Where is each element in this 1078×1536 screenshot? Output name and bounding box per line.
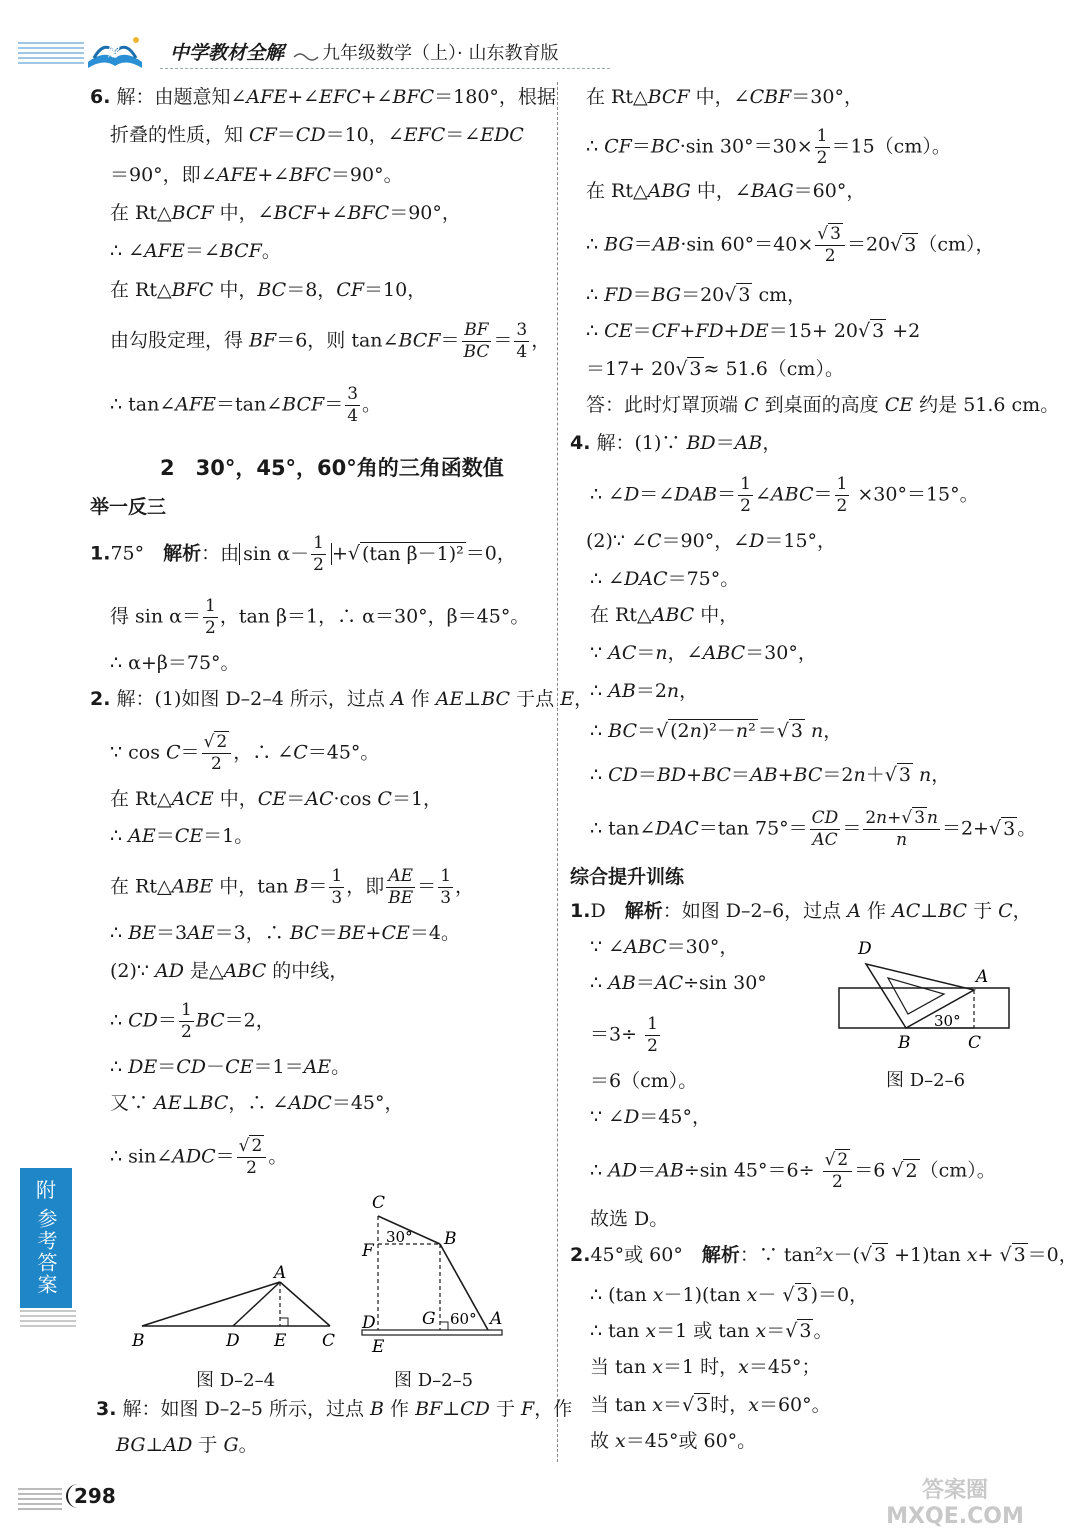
practice-2-line-4: 当 tan x＝1 时，x＝45°； bbox=[590, 1356, 821, 1378]
answer-2-line-3: 在 Rt△ACE 中，CE＝AC·cos C＝1， bbox=[110, 788, 443, 810]
answer-1-line-1: 1.75° 解析：由 sin α－ $\frac{1}{2}$ +√ (tan β－1)² ＝0， bbox=[90, 533, 516, 575]
answer-4-line-7: ∴ AB＝2n， bbox=[590, 680, 699, 702]
answer-3-line-9: ＝17+ 20√ 3 ≈ 51.6（cm）。 bbox=[586, 358, 844, 380]
answer-3-line-6: ∴ BG＝AB·sin 60°＝40× $\frac{√ 3}{2}$ ＝20√ 3 （cm）， bbox=[586, 224, 995, 266]
answer-4-line-10: ∴ tan∠DAC＝tan 75°＝ $\frac{CD}{AC}$ ＝ $\frac{2n+√ 3 n}{n}$ ＝2+√ 3 。 bbox=[590, 808, 1037, 850]
answer-6-line-2: 折叠的性质，知 CF＝CD＝10，∠EFC＝∠EDC bbox=[110, 124, 524, 146]
figure-d-2-5 bbox=[356, 1190, 516, 1356]
side-tab-appendix bbox=[20, 1168, 72, 1308]
fig24-label-a: A bbox=[274, 1263, 287, 1283]
answer-3-line-5: 在 Rt△ABG 中，∠BAG＝60°， bbox=[586, 180, 866, 202]
answer-6-line-1: 6. 解：由题意知∠AFE+∠EFC+∠BFC＝180°，根据 bbox=[90, 86, 556, 108]
fig25-angle-30: 30° bbox=[386, 1228, 413, 1246]
figure-d-2-6 bbox=[836, 934, 1014, 1054]
answer-6-line-8: ∴ tan∠AFE＝tan∠BCF＝ $\frac{3}{4}$ 。 bbox=[110, 384, 382, 426]
side-tab-stripes bbox=[20, 1310, 76, 1330]
fig25-label-g: G bbox=[422, 1309, 436, 1329]
answer-3-line-8: ∴ CE＝CF+FD+DE＝15+ 20√ 3 +2 bbox=[586, 320, 921, 342]
answer-4-line-1: 4. 解：(1)∵ BD＝AB， bbox=[570, 432, 782, 454]
practice-2-line-6: 故 x＝45°或 60°。 bbox=[590, 1430, 757, 1452]
practice-1-line-5: ＝6（cm）。 bbox=[590, 1070, 698, 1092]
answer-6-line-5: ∴ ∠AFE＝∠BCF。 bbox=[110, 240, 281, 262]
header-subtitle: 九年级数学（上）· 山东教育版 bbox=[322, 43, 559, 64]
practice-1-line-6: ∵ ∠D＝45°， bbox=[590, 1106, 711, 1128]
answer-6-line-7: 由勾股定理，得 BF＝6，则 tan∠BCF＝ $\frac{BF}{BC}$ ＝ $\frac{3}{4}$ ， bbox=[110, 320, 551, 362]
fig24-label-b: B bbox=[132, 1331, 145, 1351]
subsection-title-2: 综合提升训练 bbox=[570, 866, 685, 888]
header-title: 中学教材全解 bbox=[170, 42, 285, 64]
answer-3-line-3: 在 Rt△BCF 中，∠CBF＝30°， bbox=[586, 86, 863, 108]
answer-3-line-7: ∴ FD＝BG＝20√ 3 cm， bbox=[586, 284, 807, 306]
answer-1-line-2: 得 sin α＝ $\frac{1}{2}$ ，tan β＝1，∴ α＝30°，β＝45°。 bbox=[110, 596, 530, 638]
answer-4-line-6: ∵ AC＝n，∠ABC＝30°， bbox=[590, 642, 817, 664]
answer-2-line-10: 又∵ AE⊥BC，∴ ∠ADC＝45°， bbox=[110, 1092, 404, 1114]
fig25-label-c: C bbox=[372, 1193, 386, 1213]
book-logo-icon bbox=[84, 32, 146, 72]
answer-4-line-8: ∴ BC＝√ (2n)²－n² ＝√ 3 n， bbox=[590, 720, 843, 742]
answer-3-line-2: BG⊥AD 于 G。 bbox=[116, 1434, 258, 1456]
fig25-label-f: F bbox=[362, 1241, 374, 1261]
answer-4-line-3: (2)∵ ∠C＝90°，∠D＝15°， bbox=[586, 530, 837, 552]
answer-2-line-8: ∴ CD＝ $\frac{1}{2}$ BC＝2， bbox=[110, 1000, 275, 1042]
answer-4-line-9: ∴ CD＝BD+BC＝AB+BC＝2n＋√ 3 n， bbox=[590, 764, 951, 786]
fig26-label-b: B bbox=[898, 1033, 911, 1053]
practice-2-line-2: ∴ (tan x－1)(tan x－ √ 3 )＝0， bbox=[590, 1284, 869, 1306]
header-wave bbox=[294, 46, 318, 56]
answer-2-line-2: ∵ cos C＝ $\frac{√ 2}{2}$ ，∴ ∠C＝45°。 bbox=[110, 732, 380, 774]
answer-6-line-6: 在 Rt△BFC 中，BC＝8，CF＝10， bbox=[110, 279, 427, 301]
practice-1-line-4: ＝3÷ $\frac{1}{2}$ bbox=[590, 1014, 658, 1056]
fig25-label-d: D bbox=[362, 1313, 376, 1333]
watermark: 答案圈 MXQE.COM bbox=[886, 1478, 1024, 1529]
answer-2-line-7: (2)∵ AD 是△ABC 的中线， bbox=[110, 960, 349, 982]
answer-2-line-11: ∴ sin∠ADC＝ $\frac{√ 2}{2}$ 。 bbox=[110, 1136, 288, 1178]
practice-2-line-3: ∴ tan x＝1 或 tan x＝√ 3 。 bbox=[590, 1320, 833, 1342]
answer-3-line-10: 答：此时灯罩顶端 C 到桌面的高度 CE 约是 51.6 cm。 bbox=[586, 394, 1060, 416]
answer-6-line-4: 在 Rt△BCF 中，∠BCF+∠BFC＝90°， bbox=[110, 202, 461, 224]
practice-2-line-1: 2.45°或 60° 解析：∵ tan²x－(√ 3 +1)tan x+ √ 3 ＝0， bbox=[570, 1244, 1078, 1266]
section-title: 2 30°，45°，60°角的三角函数值 bbox=[160, 456, 504, 480]
answer-2-line-1: 2. 解：(1)如图 D–2–4 所示，过点 A 作 AE⊥BC 于点 E， bbox=[90, 688, 594, 710]
fig25-label-e: E bbox=[372, 1337, 385, 1357]
answer-3-line-1: 3. 解：如图 D–2–5 所示，过点 B 作 BF⊥CD 于 F，作 bbox=[96, 1398, 573, 1420]
fig25-angle-60: 60° bbox=[450, 1310, 477, 1328]
practice-1-line-8: 故选 D。 bbox=[590, 1208, 669, 1230]
fig26-label-d: D bbox=[858, 939, 872, 959]
fig26-label-c: C bbox=[968, 1033, 982, 1053]
fig24-label-c: C bbox=[322, 1331, 336, 1351]
practice-1-line-7: ∴ AD＝AB÷sin 45°＝6÷ $\frac{√ 2}{2}$ ＝6 √ 2 （cm）。 bbox=[590, 1150, 996, 1192]
header-rule bbox=[160, 68, 610, 69]
practice-1-line-3: ∴ AB＝AC÷sin 30° bbox=[590, 972, 767, 994]
column-divider bbox=[557, 82, 558, 1462]
side-tab-line-2: 参考答案 bbox=[34, 1208, 58, 1296]
page-number: 298 bbox=[66, 1484, 116, 1508]
side-tab-line-1: 附 bbox=[36, 1178, 56, 1202]
figure-d-2-4-caption: 图 D–2–4 bbox=[196, 1370, 276, 1391]
page-number-stripes bbox=[18, 1488, 62, 1510]
fig25-label-a: A bbox=[490, 1309, 503, 1329]
practice-1-line-2: ∵ ∠ABC＝30°， bbox=[590, 936, 739, 958]
fig25-label-b: B bbox=[444, 1229, 457, 1249]
fig24-label-e: E bbox=[274, 1331, 287, 1351]
answer-4-line-5: 在 Rt△ABC 中， bbox=[590, 604, 739, 626]
figure-d-2-4 bbox=[130, 1262, 350, 1352]
answer-3-line-4: ∴ CF＝BC·sin 30°＝30× $\frac{1}{2}$ ＝15（cm）。 bbox=[586, 126, 951, 168]
figure-d-2-5-caption: 图 D–2–5 bbox=[394, 1370, 474, 1391]
answer-2-line-4: ∴ AE＝CE＝1。 bbox=[110, 825, 254, 847]
answer-1-line-3: ∴ α+β＝75°。 bbox=[110, 652, 240, 674]
answer-2-line-9: ∴ DE＝CD－CE＝1＝AE。 bbox=[110, 1056, 351, 1078]
subsection-title-1: 举一反三 bbox=[90, 496, 167, 518]
answer-4-line-4: ∴ ∠DAC＝75°。 bbox=[590, 568, 740, 590]
answer-6-line-3: ＝90°，即∠AFE+∠BFC＝90°。 bbox=[110, 164, 403, 186]
answer-2-line-6: ∴ BE＝3AE＝3，∴ BC＝BE+CE＝4。 bbox=[110, 922, 460, 944]
practice-2-line-5: 当 tan x＝√ 3 时，x＝60°。 bbox=[590, 1394, 831, 1416]
figure-d-2-6-caption: 图 D–2–6 bbox=[886, 1070, 966, 1091]
header bbox=[0, 28, 1050, 72]
header-stripes bbox=[18, 42, 84, 66]
fig26-angle-30: 30° bbox=[934, 1012, 961, 1030]
practice-1-line-1: 1.D 解析：如图 D–2–6，过点 A 作 AC⊥BC 于 C， bbox=[570, 900, 1032, 922]
fig26-label-a: A bbox=[976, 967, 989, 987]
answer-2-line-5: 在 Rt△ABE 中，tan B＝ $\frac{1}{3}$ ，即 $\frac{AE}{BE}$ ＝ $\frac{1}{3}$ ， bbox=[110, 866, 475, 908]
svg-text:解: 解 bbox=[108, 45, 121, 59]
answer-4-line-2: ∴ ∠D＝∠DAB＝ $\frac{1}{2}$ ∠ABC＝ $\frac{1}{2}$ ×30°＝15°。 bbox=[590, 474, 979, 516]
fig24-label-d: D bbox=[226, 1331, 240, 1351]
